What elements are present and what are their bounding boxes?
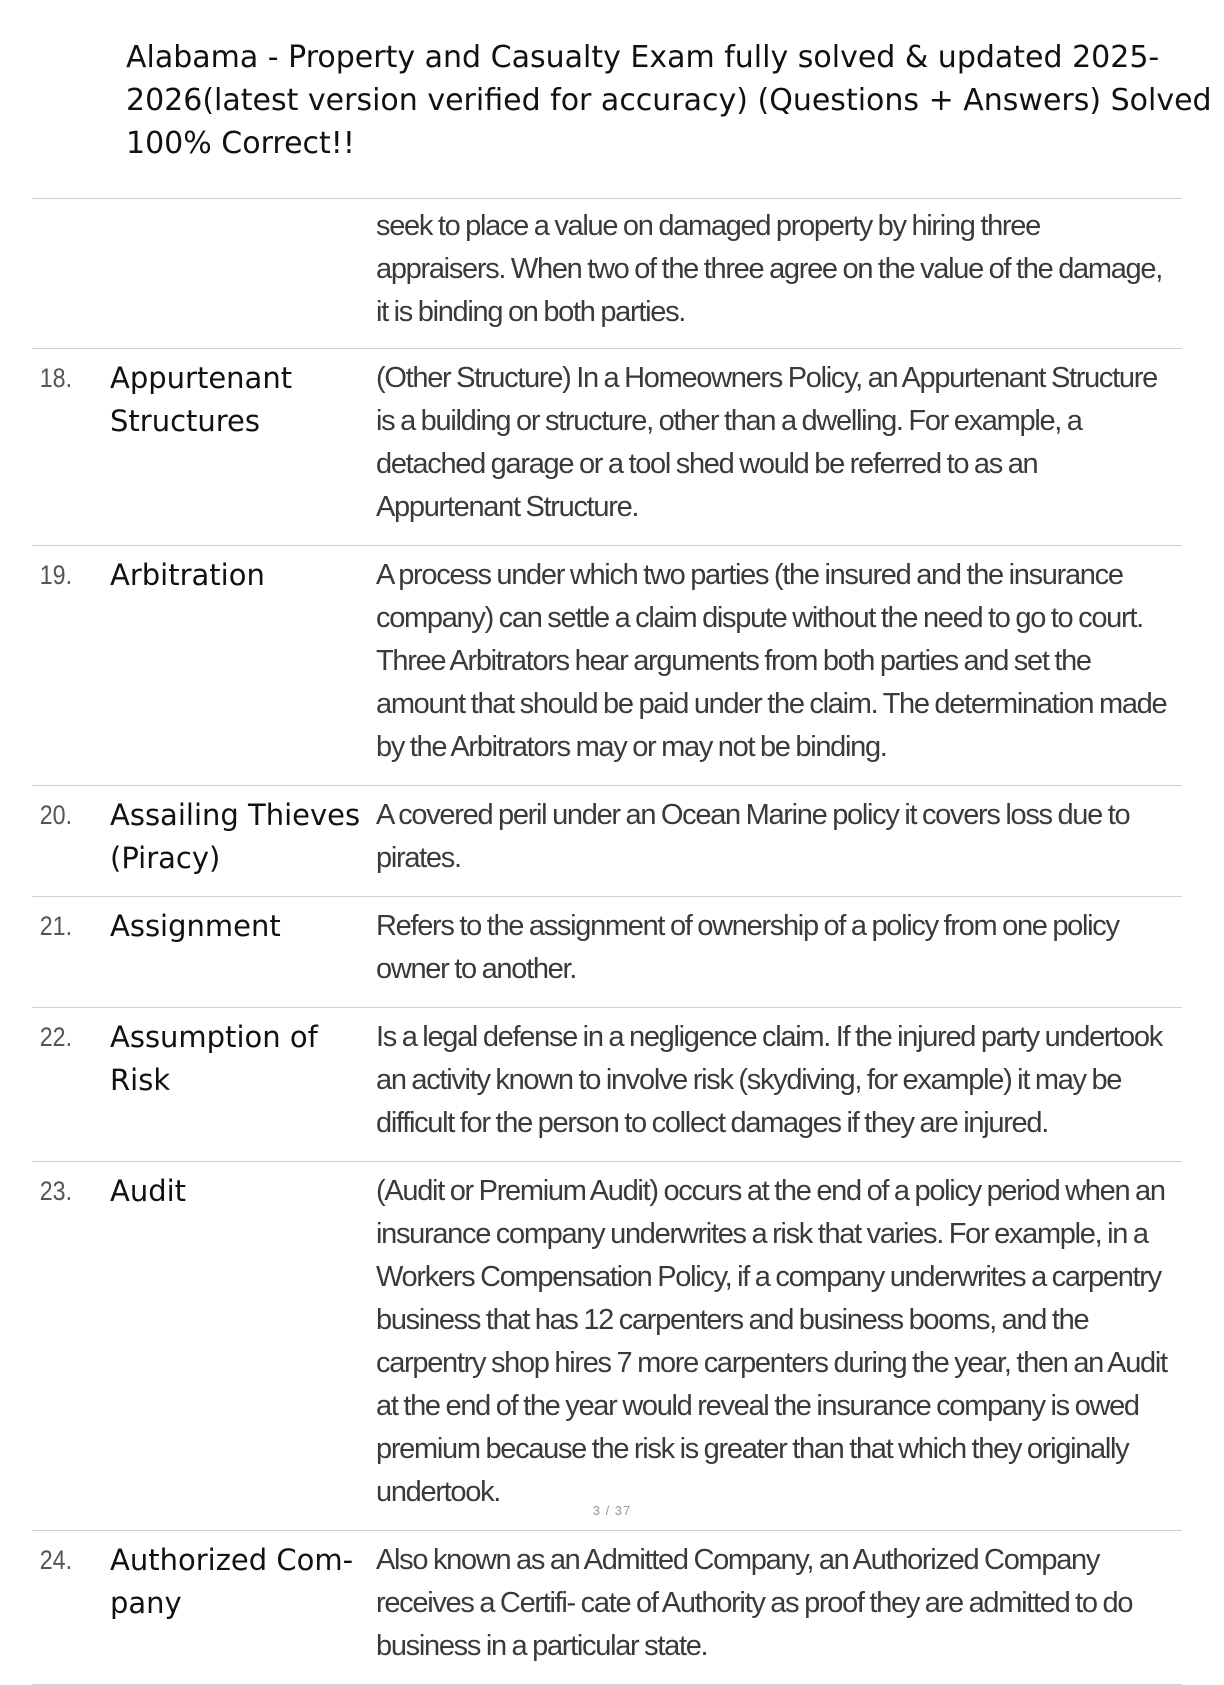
- entry-term: Authorized Com- pany: [110, 1543, 354, 1620]
- entry-term: Assumption of Risk: [110, 1020, 318, 1097]
- page-number: 3 / 37: [592, 1503, 632, 1518]
- document-title: Alabama - Property and Casualty Exam fully solved & updated 2025-2026(latest version verified for accuracy) (Questions + Answers) Solved 100% Correct!!: [126, 40, 1212, 161]
- entry-term: Assailing Thieves (Piracy): [110, 798, 361, 875]
- entry-term: Assignment: [110, 909, 281, 943]
- glossary-row: [32, 1008, 1182, 1162]
- entry-definition: Also known as an Admitted Company, an Authorized Company receives a Certifi- cate of Authority as proof they are admitted to do business in a particular state.: [376, 1544, 1133, 1662]
- entry-definition: Refers to the assignment of ownership of a policy from one policy owner to another.: [376, 910, 1119, 985]
- entry-definition: seek to place a value on damaged property by hiring three appraisers. When two of the three agree on the value of the damage, it is binding on both parties.: [376, 210, 1162, 328]
- glossary-row: [32, 1162, 1182, 1531]
- entry-number: 24.: [39, 1545, 73, 1575]
- entry-term: Appurtenant Structures: [110, 361, 293, 438]
- glossary-table: [32, 198, 1182, 1685]
- glossary-row: [32, 1531, 1182, 1685]
- entry-definition: A process under which two parties (the insured and the insurance company) can settle a claim dispute without the need to go to court. Three Arbitrators hear arguments from both parties and set the amount that should be paid under the claim. The determination made by the Arbitrators may or may not be binding.: [376, 559, 1167, 763]
- entry-number: 21.: [39, 911, 73, 941]
- entry-number: 23.: [39, 1176, 73, 1206]
- entry-number: 18.: [39, 363, 73, 393]
- glossary-row: [32, 546, 1182, 786]
- glossary-row: [32, 897, 1182, 1008]
- entry-definition: Is a legal defense in a negligence claim. If the injured party undertook an activity known to involve risk (skydiving, for example) it may be difficult for the person to collect damages if they are injured.: [376, 1021, 1162, 1139]
- entry-number: 22.: [39, 1022, 73, 1052]
- entry-number: 19.: [39, 560, 73, 590]
- entry-definition: A covered peril under an Ocean Marine policy it covers loss due to pirates.: [376, 799, 1130, 874]
- entry-definition: (Other Structure) In a Homeowners Policy, an Appurtenant Structure is a building or structure, other than a dwelling. For example, a detached garage or a tool shed would be referred to as an Appurtenant Structure.: [376, 362, 1157, 523]
- entry-term: Arbitration: [110, 558, 265, 592]
- glossary-row: [32, 786, 1182, 897]
- glossary-row-continuation: [32, 199, 1182, 349]
- glossary-row: [32, 349, 1182, 546]
- entry-term: Audit: [110, 1174, 187, 1208]
- entry-number: 20.: [39, 800, 73, 830]
- entry-definition: (Audit or Premium Audit) occurs at the end of a policy period when an insurance company underwrites a risk that varies. For example, in a Workers Compensation Policy, if a company underwrites a carpentry business that has 12 carpenters and business booms, and the carpentry shop hires 7 more carpenters during the year, then an Audit at the end of the year would reveal the insurance company is owed premium because the risk is greater than that which they originally undertook.: [376, 1175, 1167, 1508]
